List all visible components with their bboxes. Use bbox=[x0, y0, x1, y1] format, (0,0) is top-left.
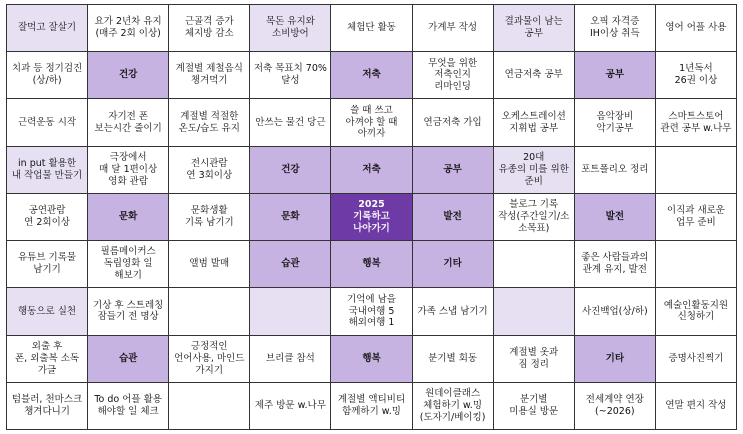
goal-cell: 공연관람 연 2회이상 bbox=[7, 194, 88, 241]
goal-cell bbox=[494, 288, 575, 335]
category-cell: 공부 bbox=[413, 147, 494, 194]
goal-cell: 계절별 옷과 짐 정리 bbox=[494, 336, 575, 383]
goal-cell bbox=[494, 241, 575, 288]
category-cell: 문화 bbox=[88, 194, 169, 241]
goal-cell: 계절별 액티비티 함께하기 w.밍 bbox=[331, 383, 412, 430]
goal-cell: 음악장비 악기공부 bbox=[575, 99, 656, 146]
goal-cell: 좋은 사람들과의 관계 유지, 발전 bbox=[575, 241, 656, 288]
goal-cell: 오케스트레이션 지휘법 공부 bbox=[494, 99, 575, 146]
goal-cell: 기억에 남을 국내여행 5 해외여행 1 bbox=[331, 288, 412, 335]
goal-cell: 전세계약 연장 (~2026) bbox=[575, 383, 656, 430]
goal-cell: 영어 어플 사용 bbox=[656, 5, 737, 52]
category-cell: 기타 bbox=[413, 241, 494, 288]
goal-cell: 잘먹고 잘살기 bbox=[7, 5, 88, 52]
goal-cell: 분기별 회동 bbox=[413, 336, 494, 383]
goal-cell bbox=[656, 147, 737, 194]
goal-cell: 사진백업(상/하) bbox=[575, 288, 656, 335]
goal-cell: 치과 등 정기검진 (상/하) bbox=[7, 52, 88, 99]
goal-cell: 근골격 증가 체지방 감소 bbox=[169, 5, 250, 52]
goal-cell: 요가 2년차 유지 (매주 2회 이상) bbox=[88, 5, 169, 52]
goal-cell: 행동으로 실천 bbox=[7, 288, 88, 335]
goal-cell bbox=[169, 288, 250, 335]
goal-cell: 제주 방문 w.나무 bbox=[250, 383, 331, 430]
goal-cell: 무엇을 위한 저축인지 리마인딩 bbox=[413, 52, 494, 99]
category-cell: 습관 bbox=[250, 241, 331, 288]
goal-cell: 기상 후 스트레칭 잠들기 전 명상 bbox=[88, 288, 169, 335]
goal-cell: 결과물이 남는 공부 bbox=[494, 5, 575, 52]
category-cell: 발전 bbox=[413, 194, 494, 241]
goal-cell: 외출 후 폰, 외출복 소독 가글 bbox=[7, 336, 88, 383]
goal-cell: 자기전 폰 보는시간 줄이기 bbox=[88, 99, 169, 146]
goal-cell: 1년독서 26권 이상 bbox=[656, 52, 737, 99]
goal-cell bbox=[656, 241, 737, 288]
goal-cell: 목돈 유지와 소비방어 bbox=[250, 5, 331, 52]
goal-cell: 전시관람 연 3회이상 bbox=[169, 147, 250, 194]
goal-cell: in put 활용한 내 작업물 만들기 bbox=[7, 147, 88, 194]
mandalart-grid bbox=[6, 4, 737, 430]
category-cell: 저축 bbox=[331, 52, 412, 99]
goal-cell: 문화생활 기록 남기기 bbox=[169, 194, 250, 241]
goal-cell: 가족 스냅 남기기 bbox=[413, 288, 494, 335]
goal-cell: 브리클 참석 bbox=[250, 336, 331, 383]
category-cell: 문화 bbox=[250, 194, 331, 241]
goal-cell: 극장에서 매 달 1편이상 영화 관람 bbox=[88, 147, 169, 194]
category-cell: 공부 bbox=[575, 52, 656, 99]
goal-cell: 블로그 기록 작성(주간일기/소 소목표) bbox=[494, 194, 575, 241]
goal-cell: 계절별 제철음식 챙겨먹기 bbox=[169, 52, 250, 99]
goal-cell: 스마트스토어 관련 공부 w.나무 bbox=[656, 99, 737, 146]
goal-cell: 포트폴리오 정리 bbox=[575, 147, 656, 194]
goal-cell: 연말 편지 작성 bbox=[656, 383, 737, 430]
goal-cell: To do 어플 활용 해야할 일 체크 bbox=[88, 383, 169, 430]
goal-cell: 텀블러, 천마스크 챙겨다니기 bbox=[7, 383, 88, 430]
goal-cell: 필름메이커스 독립영화 일 해보기 bbox=[88, 241, 169, 288]
goal-cell: 연금저축 가입 bbox=[413, 99, 494, 146]
goal-cell: 이직과 새로운 업무 준비 bbox=[656, 194, 737, 241]
goal-cell bbox=[250, 288, 331, 335]
category-cell: 행복 bbox=[331, 336, 412, 383]
goal-cell: 가계부 작성 bbox=[413, 5, 494, 52]
goal-cell bbox=[169, 383, 250, 430]
category-cell: 건강 bbox=[88, 52, 169, 99]
goal-cell: 원데이클래스 체험하기 w.밍 (도자기/베이킹) bbox=[413, 383, 494, 430]
goal-cell: 예술인활동지원 신청하기 bbox=[656, 288, 737, 335]
goal-cell: 체험단 활동 bbox=[331, 5, 412, 52]
category-cell: 습관 bbox=[88, 336, 169, 383]
goal-cell: 앨범 발매 bbox=[169, 241, 250, 288]
goal-cell: 분기별 미용실 방문 bbox=[494, 383, 575, 430]
core-goal-cell: 2025 기록하고 나아가기 bbox=[331, 194, 412, 241]
goal-cell: 저축 목표치 70% 달성 bbox=[250, 52, 331, 99]
category-cell: 저축 bbox=[331, 147, 412, 194]
goal-cell: 근력운동 시작 bbox=[7, 99, 88, 146]
category-cell: 행복 bbox=[331, 241, 412, 288]
goal-cell: 쓸 때 쓰고 아껴야 할 때 아끼자 bbox=[331, 99, 412, 146]
goal-cell: 긍정적인 언어사용, 마인드 가지기 bbox=[169, 336, 250, 383]
goal-cell: 오픽 자격증 IH이상 취득 bbox=[575, 5, 656, 52]
category-cell: 발전 bbox=[575, 194, 656, 241]
goal-cell: 계절별 적절한 온도/습도 유지 bbox=[169, 99, 250, 146]
goal-cell: 안쓰는 물건 당근 bbox=[250, 99, 331, 146]
goal-cell: 증명사진찍기 bbox=[656, 336, 737, 383]
category-cell: 건강 bbox=[250, 147, 331, 194]
category-cell: 기타 bbox=[575, 336, 656, 383]
goal-cell: 20대 유종의 미를 위한 준비 bbox=[494, 147, 575, 194]
goal-cell: 유튜브 기록물 남기기 bbox=[7, 241, 88, 288]
goal-cell: 연금저축 공부 bbox=[494, 52, 575, 99]
